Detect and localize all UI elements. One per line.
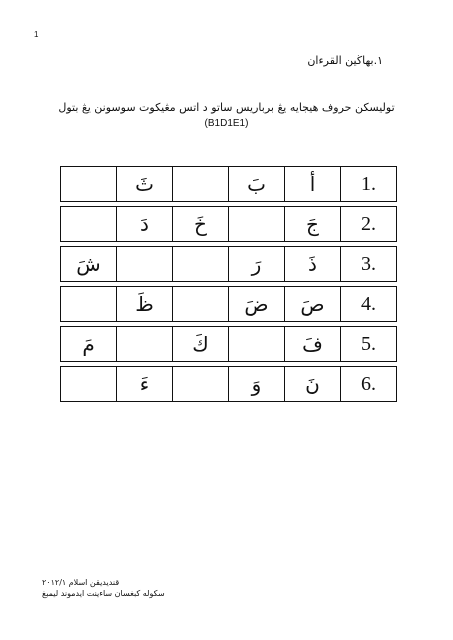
letter-cell: صَ — [284, 287, 340, 321]
letter-cell — [61, 367, 116, 401]
instruction-code: (B1D1E1) — [204, 118, 249, 129]
letter-cell: مَ — [82, 332, 95, 356]
letter-cell: ءَ — [116, 367, 172, 401]
row-number-cell: 3. — [340, 247, 396, 281]
letter-cell: بَ — [228, 167, 284, 201]
footer-line-1: قنديديقن اسلام ٢٠١٢/١ — [42, 578, 120, 587]
letter-cell: فَ — [284, 327, 340, 361]
instruction-text — [40, 101, 413, 131]
letter-cell: نَ — [284, 367, 340, 401]
letter-cell — [172, 167, 228, 201]
letter-cell — [172, 247, 228, 281]
footer — [42, 577, 165, 599]
letter-cell: ثَ — [116, 167, 172, 201]
letter-cell — [116, 327, 172, 361]
table-row — [60, 206, 397, 242]
letter-cell — [61, 287, 116, 321]
row-number-cell: 6. — [340, 367, 396, 401]
letter-cell — [116, 247, 172, 281]
letter-cell: ظَ — [116, 287, 172, 321]
letter-table — [60, 166, 397, 406]
table-row — [60, 326, 397, 362]
letter-cell: أ — [284, 167, 340, 201]
letter-cell: جَ — [284, 207, 340, 241]
letter-cell — [172, 367, 228, 401]
row-number-cell: 1. — [340, 167, 396, 201]
row-number-cell: 5. — [340, 327, 396, 361]
letter-cell: ذَ — [284, 247, 340, 281]
footer-line-2: سكوله كبغسان ساءينت ايدموند ليمبغ — [42, 589, 165, 598]
letter-cell: ضَ — [228, 287, 284, 321]
letter-cell — [61, 207, 116, 241]
letter-cell: وَ — [228, 367, 284, 401]
table-row — [60, 286, 397, 322]
letter-cell — [61, 167, 116, 201]
row-number-cell: 4. — [340, 287, 396, 321]
letter-cell — [228, 327, 284, 361]
letter-cell: شَ — [76, 252, 101, 276]
letter-cell: خَ — [172, 207, 228, 241]
row-number-cell: 2. — [340, 207, 396, 241]
letter-cell — [228, 207, 284, 241]
instruction-line: توليسكن حروف هيجايه يڠ برباريس ساتو د اتس مڠيكوت سوسونن يڠ بتول — [58, 101, 395, 114]
section-title: ١.بهاڬين القرءان — [307, 54, 383, 67]
table-row — [60, 246, 397, 282]
table-row — [60, 366, 397, 402]
letter-cell: كَ — [172, 327, 228, 361]
letter-cell: دَ — [116, 207, 172, 241]
letter-cell — [172, 287, 228, 321]
page-number: 1 — [34, 30, 39, 39]
letter-cell: رَ — [228, 247, 284, 281]
table-row — [60, 166, 397, 202]
